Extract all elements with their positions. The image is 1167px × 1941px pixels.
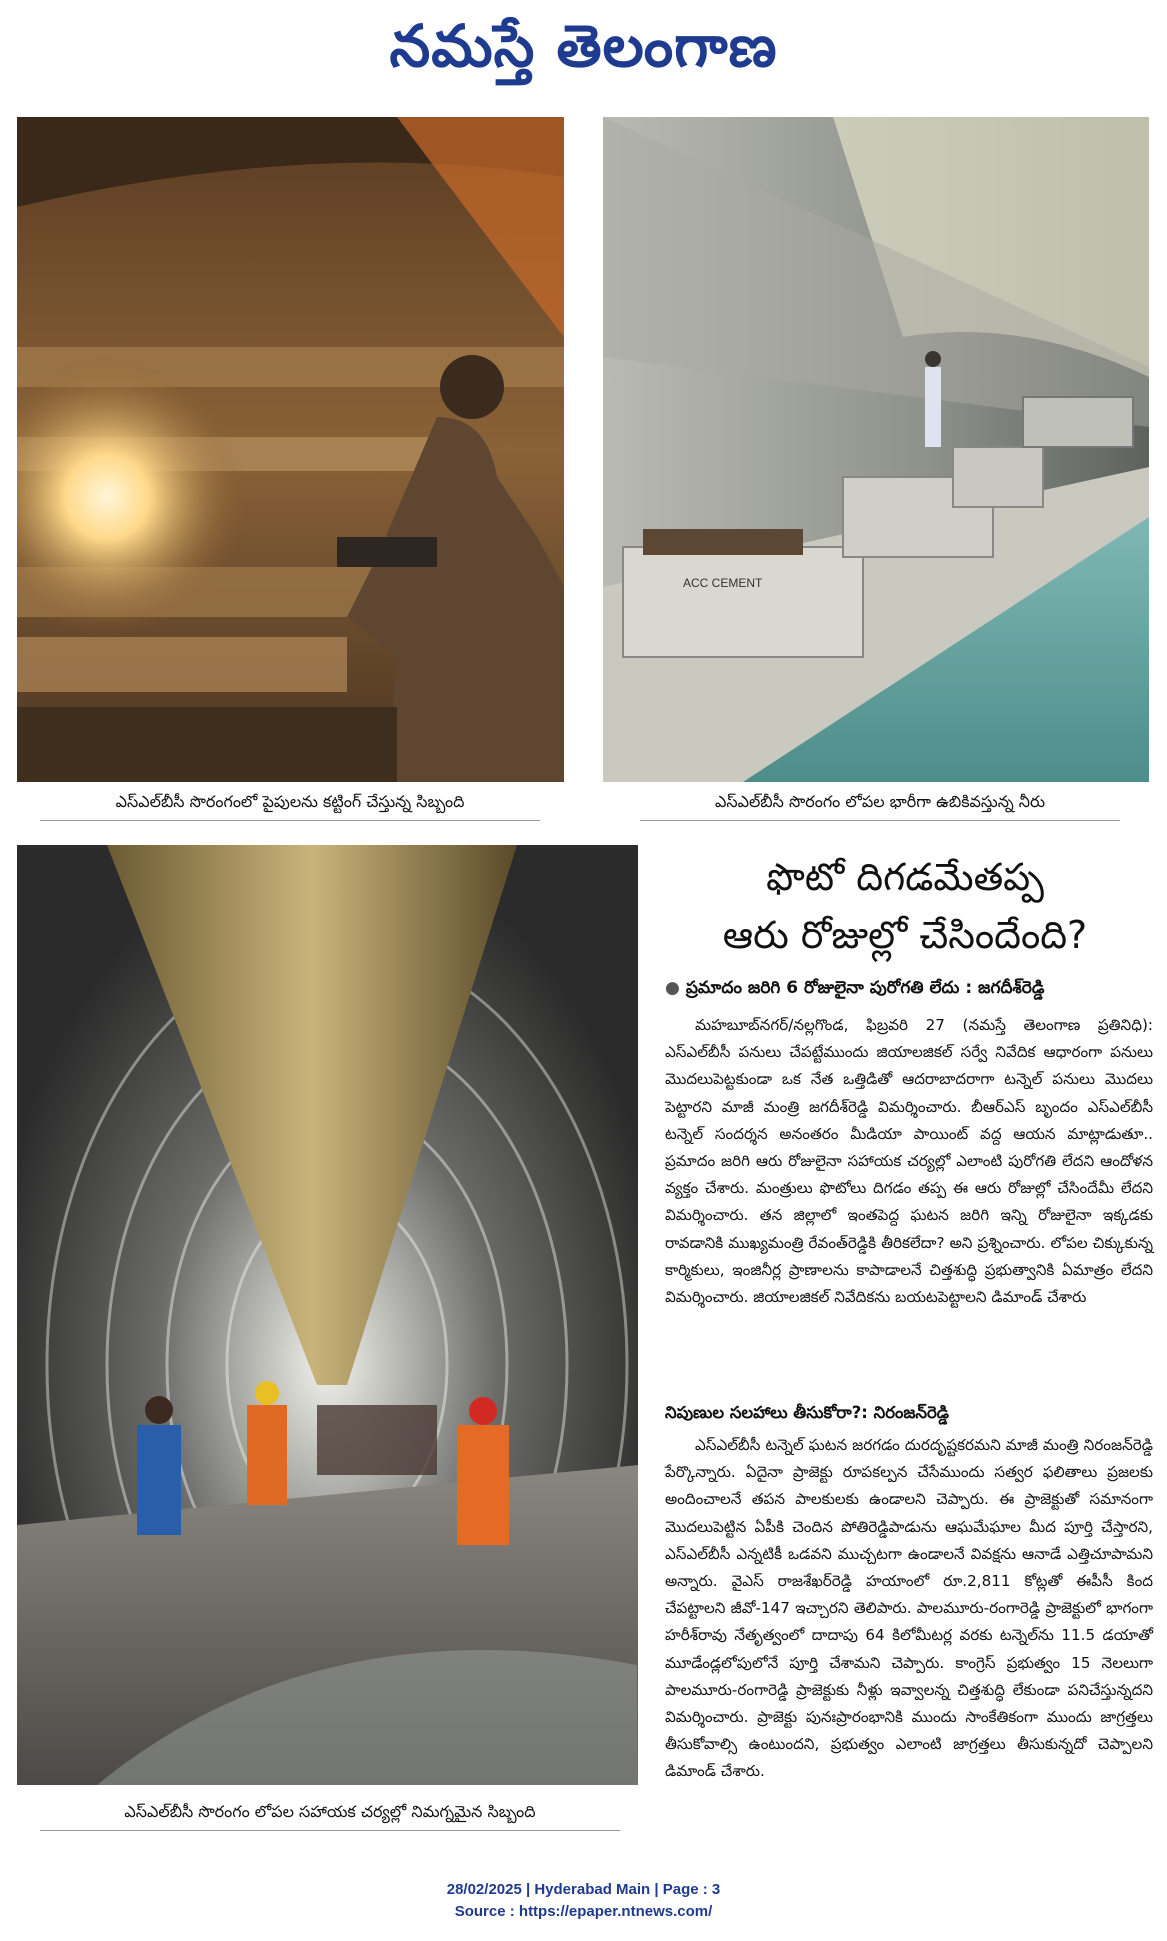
footer-date-edition: 28/02/2025 | Hyderabad Main | Page : 3 (446, 1881, 721, 1898)
section-heading: నిపుణుల సలహాలు తీసుకోరా?: నిరంజన్‌రెడ్డి (665, 1403, 949, 1422)
headline-line-1: ఫొటో దిగడమేతప్ప (766, 855, 1044, 899)
photo-caption-welding: ఎస్‌ఎల్‌బీసీ సొరంగంలో పైపులను కట్టింగ్ చేస్తున్న సిబ్బంది (40, 790, 540, 821)
photo-rescue-workers (17, 845, 638, 1785)
headline-line-2: ఆరు రోజుల్లో చేసిందేంది? (722, 913, 1088, 957)
photo-caption-water: ఎస్‌ఎల్‌బీసీ సొరంగం లోపల భారీగా ఉబికివస్తున్న నీరు (640, 790, 1120, 821)
photo-welding-image (17, 117, 564, 782)
photo-water-seepage (603, 117, 1149, 782)
photo-caption-rescue: ఎస్‌ఎల్‌బీసీ సొరంగం లోపల సహాయక చర్యల్లో నిమగ్నమైన సిబ్బంది (40, 1800, 620, 1831)
article-headline (660, 848, 1150, 964)
photo-rescue-image (17, 845, 638, 1785)
article-subhead (665, 975, 1155, 1001)
subhead-text: ప్రమాదం జరిగి 6 రోజులైనా పురోగతి లేదు : జగదీశ్‌రెడ్డి (685, 978, 1045, 998)
photo-welding-worker (17, 117, 564, 782)
article-paragraph-2: ఎస్‌ఎల్‌బీసీ టన్నెల్ ఘటన జరగడం దురదృష్టకరమని మాజీ మంత్రి నిరంజన్‌రెడ్డి పేర్కొన్నారు. ఏదైనా ప్రాజెక్టు రూపకల్పన చేసేముందు సత్వర ఫలితాలు ప్రజలకు అందించాలనే తపన పాలకులకు ఉండాలని చెప్పారు. ఈ ప్రాజెక్టుతో సమానంగా మొదలుపెట్టిన ఏపీకి చెందిన పోతిరెడ్డిపాడును ఆఘమేఘాల మీద పూర్తి చేస్తారని, ఎస్‌ఎల్‌బీసీ ఎన్నటికీ ఒడవని ముచ్చటగా ఉండాలనే వివక్షను ఆనాడే ఎత్తిచూపామని అన్నారు. వైఎస్ రాజశేఖర్‌రెడ్డి హయాంలో రూ.2,811 కోట్లతో ఈపీసీ కింద చేపట్టాలని జీవో-147 ఇచ్చారని తెలిపారు. పాలమూరు-రంగారెడ్డి ప్రాజెక్టులో భాగంగా హరీశ్‌రావు నేతృత్వంలో దాదాపు 64 కిలోమీటర్ల వరకు టన్నెల్‌ను 11.5 డయాతో మూడేండ్లలోపులోనే పూర్తి చేశామని చెప్పారు. కాంగ్రెస్ ప్రభుత్వం 15 నెలలుగా పాలమూరు-రంగారెడ్డి ప్రాజెక్టుకు నీళ్లు ఇవ్వాలన్న చిత్తశుద్ధి లేకుండా పనిచేస్తున్నదని విమర్శించారు. ప్రాజెక్టు పునఃప్రారంభానికి ముందు సాంకేతికంగా ముందు జాగ్రత్తలు తీసుకోవాల్సి ఉంటుందని, ప్రభుత్వం ఎలాంటి జాగ్రత్తలు తీసుకున్నదో చెప్పాలని డిమాండ్ చేశారు. (665, 1436, 1153, 1781)
footer-source: Source : https://epaper.ntnews.com/ (454, 1903, 713, 1920)
photo-water-image (603, 117, 1149, 782)
bullet-icon: ● (665, 978, 680, 998)
acc-cement-label: ACC CEMENT (683, 576, 763, 590)
article-paragraph-1: మహబూబ్‌నగర్/నల్లగొండ, ఫిబ్రవరి 27 (నమస్తే తెలంగాణ ప్రతినిధి): ఎస్‌ఎల్‌బీసీ పనులు చేపట్టేముందు జియాలజికల్ సర్వే నివేదిక ఆధారంగా పనులు మొదలుపెట్టకుండా ఒక నేత ఒత్తిడితో ఆదరాబాదరాగా టన్నెల్ పనులు మొదలు పెట్టారని మాజీ మంత్రి జగదీశ్‌రెడ్డి విమర్శించారు. బీఆర్‌ఎస్ బృందం ఎస్‌ఎల్‌బీసీ టన్నెల్ సందర్శన అనంతరం మీడియా పాయింట్ వద్ద ఆయన మాట్లాడుతూ.. ప్రమాదం జరిగి ఆరు రోజులైనా సహాయక చర్యల్లో ఎలాంటి పురోగతి లేదని ఆందోళన వ్యక్తం చేశారు. మంత్రులు ఫొటోలు దిగడం తప్ప ఈ ఆరు రోజుల్లో చేసిందేమీ లేదని విమర్శించారు. తన జిల్లాలో ఇంతపెద్ద ఘటన జరిగి ఇన్ని రోజులైనా ఇక్కడకు రావడానికి ముఖ్యమంత్రి రేవంత్‌రెడ్డికి తీరికలేదా? అని ప్రశ్నించారు. లోపల చిక్కుకున్న కార్మికులు, ఇంజినీర్ల ప్రాణాలను కాపాడాలనే చిత్తశుద్ధి ప్రభుత్వానికి ఏమాత్రం లేదని విమర్శించారు. జియాలజికల్ నివేదికను బయటపెట్టాలని డిమాండ్ చేశారు (665, 1016, 1153, 1307)
masthead-title: నమస్తే తెలంగాణ (389, 12, 778, 80)
